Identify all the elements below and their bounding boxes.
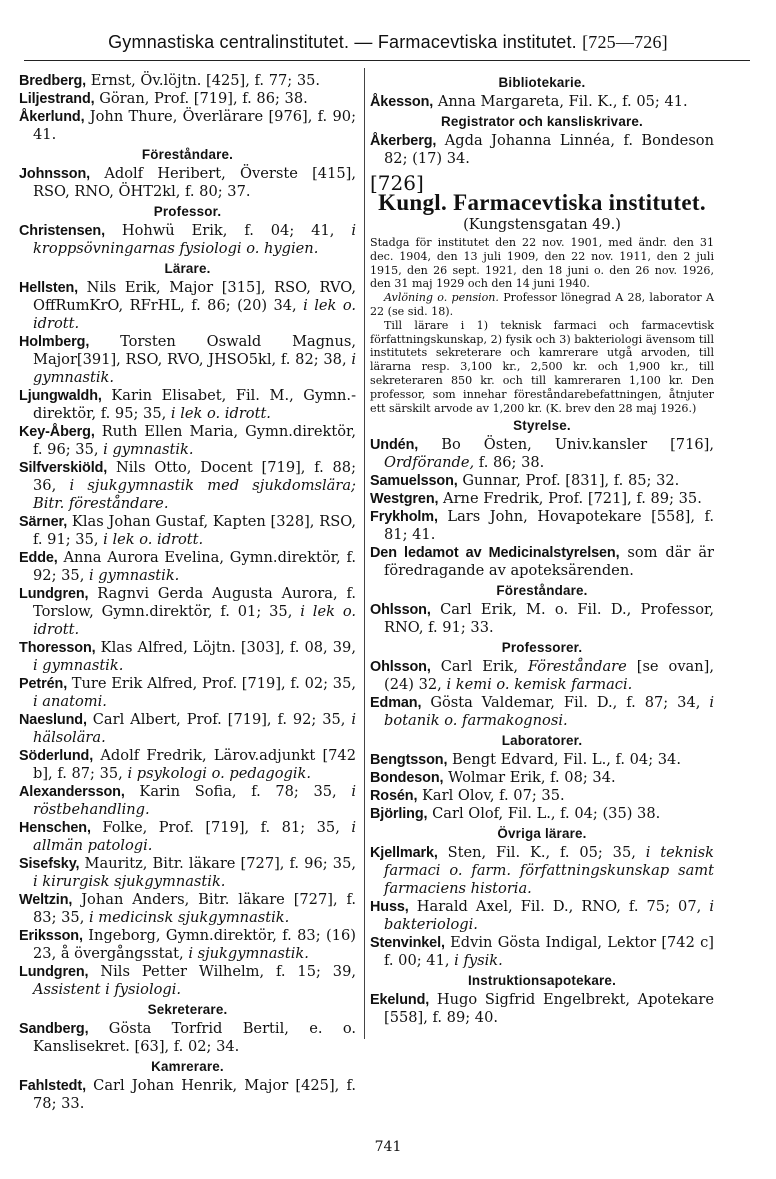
salary-paragraph: Avlöning o. pension. Professor lönegrad A 28, laborator A 22 (se sid. 18). (370, 291, 714, 318)
section-heading: Föreståndare. (496, 583, 588, 599)
page-number: 741 (374, 1139, 402, 1155)
header-rule (24, 60, 750, 61)
section-heading: Kamrerare. (151, 1059, 224, 1074)
section-heading: Styrelse. (513, 418, 571, 434)
section-heading: Registrator och kansliskrivare. (441, 114, 643, 129)
list-item: Key-Åberg, Ruth Ellen Maria, Gymn.direktör, f. 96; 35, i gymnastik. (19, 423, 356, 458)
section-heading: Föreståndare. (141, 147, 234, 162)
section-heading: Lärare. (164, 261, 211, 276)
section-heading: Instruktionsapotekare. (467, 973, 617, 989)
list-item: Bredberg, Ernst, Öv.löjtn. [425], f. 77; 35. (19, 72, 321, 89)
header-page-range: [725—726] (582, 32, 668, 52)
section-heading: Professorer. (501, 640, 583, 656)
list-item: Liljestrand, Göran, Prof. [719], f. 86; 38. (19, 90, 308, 107)
column-divider (364, 68, 365, 1039)
list-item: Ohlsson, Carl Erik, Föreståndare [se ovan], (24) 32, i kemi o. kemisk farmaci. (370, 658, 714, 694)
list-item: Sandberg, Gösta Torfrid Bertil, e. o. Kanslisekret. [63], f. 02; 34. (19, 1020, 356, 1055)
list-item: Christensen, Hohwü Erik, f. 04; 41, i kroppsövningarnas fysiologi o. hygien. (19, 222, 356, 257)
right-column (370, 72, 714, 1027)
section-heading: Övriga lärare. (497, 826, 587, 842)
list-item: Johnsson, Adolf Heribert, Överste [415], RSO, RNO, ÖHT2kl, f. 80; 37. (19, 165, 356, 200)
list-item: Kjellmark, Sten, Fil. K., f. 05; 35, i teknisk farmaci o. farm. författningskunskap samt farmaciens historia. (370, 844, 714, 898)
list-item: Sisefsky, Mauritz, Bitr. läkare [727], f. 96; 35, i kirurgisk sjukgymnastik. (19, 855, 356, 890)
section-heading: Professor. (153, 204, 222, 219)
list-item: Åkesson, Anna Margareta, Fil. K., f. 05; 41. (370, 93, 688, 110)
list-item: Petrén, Ture Erik Alfred, Prof. [719], f. 02; 35, i anatomi. (19, 675, 356, 710)
list-item: Silfverskiöld, Nils Otto, Docent [719], f. 88; 36, i sjukgymnastik med sjukdomslära; Bitr. föreståndare. (19, 459, 356, 512)
list-item: Westgren, Arne Fredrik, Prof. [721], f. 89; 35. (370, 490, 702, 508)
statute-paragraph: Stadga för institutet den 22 nov. 1901, med ändr. den 31 dec. 1904, den 13 juli 1909, den 22 nov. 1911, den 2 juli 1915, den 26 sept. 1921, den 18 juni o. den 26 nov. 1926, den 31 maj 1929 och den 14 juni 1940. (370, 236, 714, 291)
list-item: Edman, Gösta Valdemar, Fil. D., f. 87; 34, i botanik o. farmakognosi. (370, 694, 714, 730)
section-heading: Sekreterare. (147, 1002, 228, 1017)
list-item: Thoresson, Klas Alfred, Löjtn. [303], f. 08, 39, i gymnastik. (19, 639, 356, 674)
list-item: Huss, Harald Axel, Fil. D., RNO, f. 75; 07, i bakteriologi. (370, 898, 714, 934)
list-item: Weltzin, Johan Anders, Bitr. läkare [727], f. 83; 35, i medicinsk sjukgymnastik. (19, 891, 356, 926)
list-item: Hellsten, Nils Erik, Major [315], RSO, RVO, OffRumKrO, RFrHL, f. 86; (20) 34, i lek o. idrott. (19, 279, 356, 332)
section-heading: Laboratorer. (501, 733, 583, 749)
list-item: Lundgren, Nils Petter Wilhelm, f. 15; 39, Assistent i fysiologi. (19, 963, 356, 998)
list-item: Lundgren, Ragnvi Gerda Augusta Aurora, f. Torslow, Gymn.direktör, f. 01; 35, i lek o. idrott. (19, 585, 356, 638)
list-item: Ohlsson, Carl Erik, M. o. Fil. D., Professor, RNO, f. 91; 33. (370, 601, 714, 637)
list-item: Söderlund, Adolf Fredrik, Lärov.adjunkt [742 b], f. 87; 35, i psykologi o. pedagogik. (19, 747, 356, 782)
institute-title: Kungl. Farmacevtiska institutet. (378, 190, 706, 215)
institute-address: (Kungstensgatan 49.) (463, 217, 621, 233)
section-number: [726] (370, 171, 424, 195)
list-item: Särner, Klas Johan Gustaf, Kapten [328], RSO, f. 91; 35, i lek o. idrott. (19, 513, 356, 548)
list-item: Stenvinkel, Edvin Gösta Indigal, Lektor [742 c] f. 00; 41, i fysik. (370, 934, 714, 970)
list-item: Åkerberg, Agda Johanna Linnéa, f. Bondeson 82; (17) 34. (370, 132, 714, 167)
section-heading: Bibliotekarie. (498, 75, 586, 90)
teachers-paragraph: Till lärare i 1) teknisk farmaci och farmacevtisk författningskunskap, 2) fysik och 3) bakteriologi ävensom till institutets sekreterare och kamrerare utgå arvoden, till lärarna resp. 3,100 kr., 2,500 kr. och 1,900 kr., till sekreteraren 850 kr. och till kamreraren 1,100 kr. Den professor, som innehar föreståndarebefattningen, åtnjuter ett särskilt arvode av 1,200 kr. (K. brev den 28 maj 1926.) (370, 318, 714, 415)
list-item: Holmberg, Torsten Oswald Magnus, Major[391], RSO, RVO, JHSO5kl, f. 82; 38, i gymnastik. (19, 333, 356, 386)
list-item: Den ledamot av Medicinalstyrelsen, som där är föredragande av apoteksärenden. (370, 544, 714, 580)
list-item: Fahlstedt, Carl Johan Henrik, Major [425], f. 78; 33. (19, 1077, 356, 1112)
list-item: Henschen, Folke, Prof. [719], f. 81; 35, i allmän patologi. (19, 819, 356, 854)
header-left-title: Gymnastiska centralinstitutet. (108, 32, 350, 52)
list-item: Ekelund, Hugo Sigfrid Engelbrekt, Apotekare [558], f. 89; 40. (370, 991, 714, 1027)
list-item: Eriksson, Ingeborg, Gymn.direktör, f. 83; (16) 23, å övergångsstat, i sjukgymnastik. (19, 927, 356, 962)
header-right-title: Farmacevtiska institutet. (377, 32, 577, 52)
list-item: Åkerlund, John Thure, Överlärare [976], f. 90; 41. (19, 108, 356, 143)
list-item: Bengtsson, Bengt Edvard, Fil. L., f. 04; 34. (370, 751, 681, 769)
list-item: Edde, Anna Aurora Evelina, Gymn.direktör, f. 92; 35, i gymnastik. (19, 549, 356, 584)
list-item: Naeslund, Carl Albert, Prof. [719], f. 92; 35, i hälsolära. (19, 711, 356, 746)
list-item: Björling, Carl Olof, Fil. L., f. 04; (35) 38. (370, 805, 661, 823)
list-item: Alexandersson, Karin Sofia, f. 78; 35, i röstbehandling. (19, 783, 356, 818)
list-item: Undén, Bo Östen, Univ.kansler [716], Ordförande, f. 86; 38. (370, 436, 714, 472)
list-item: Ljungwaldh, Karin Elisabet, Fil. M., Gymn.-direktör, f. 95; 35, i lek o. idrott. (19, 387, 356, 422)
list-item: Samuelsson, Gunnar, Prof. [831], f. 85; 32. (370, 472, 680, 490)
list-item: Bondeson, Wolmar Erik, f. 08; 34. (370, 769, 616, 787)
header-dash: — (354, 32, 373, 52)
list-item: Frykholm, Lars John, Hovapotekare [558], f. 81; 41. (370, 508, 714, 544)
list-item: Rosén, Karl Olov, f. 07; 35. (370, 787, 565, 805)
left-column (19, 72, 356, 1113)
running-header (0, 32, 776, 53)
